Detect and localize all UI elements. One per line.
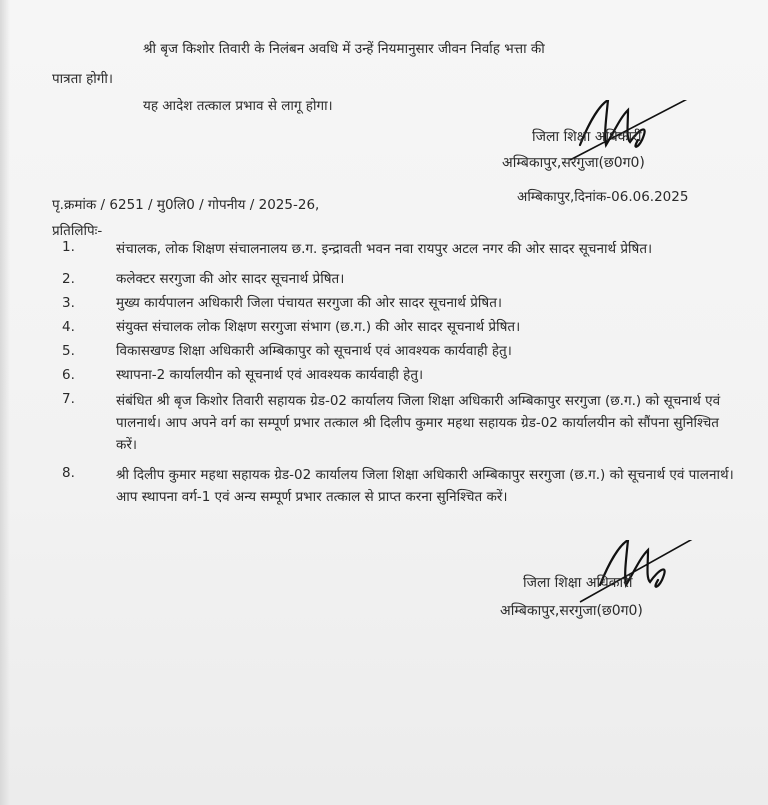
page-shadow bbox=[0, 0, 10, 805]
list-item-text: श्री दिलीप कुमार महथा सहायक ग्रेड-02 कार्यालय जिला शिक्षा अधिकारी अम्बिकापुर सरगुजा (छ.ग.) को सूचनार्थ एवं पालनार्थ। आप स्थापना वर्ग-1 एवं अन्य सम्पूर्ण प्रभार तत्काल से प्राप्त करना सुनिश्चित करें। bbox=[116, 467, 734, 505]
reference-number: पृ.क्रमांक / 6251 / मु0लि0 / गोपनीय / 2025-26, bbox=[52, 197, 320, 213]
list-item-text: कलेक्टर सरगुजा की ओर सादर सूचनार्थ प्रेषित। bbox=[116, 271, 345, 287]
body-paragraph-line1: श्री बृज किशोर तिवारी के निलंबन अवधि में उन्हें नियमानुसार जीवन निर्वाह भत्ता की bbox=[143, 41, 545, 57]
list-item bbox=[62, 270, 742, 288]
signatory-title-1: जिला शिक्षा अधिकारी bbox=[532, 129, 642, 145]
list-item bbox=[62, 318, 742, 336]
list-item-number: 3. bbox=[62, 295, 75, 311]
list-item bbox=[62, 390, 742, 456]
list-item-number: 5. bbox=[62, 343, 75, 359]
list-item-text: संबंधित श्री बृज किशोर तिवारी सहायक ग्रेड-02 कार्यालय जिला शिक्षा अधिकारी अम्बिकापुर सरगुजा (छ.ग.) को सूचनार्थ एवं पालनार्थ। आप अपने वर्ग का सम्पूर्ण प्रभार तत्काल श्री दिलीप कुमार महथा सहायक ग्रेड-02 कार्यालयीन को सौंपना सुनिश्चित करें। bbox=[116, 393, 721, 453]
list-item-number: 6. bbox=[62, 367, 75, 383]
list-item-text: संचालक, लोक शिक्षण संचालनालय छ.ग. इन्द्रावती भवन नवा रायपुर अटल नगर की ओर सादर सूचनार्थ प्रेषित। bbox=[116, 241, 653, 257]
list-item-number: 1. bbox=[62, 239, 75, 255]
list-item-number: 4. bbox=[62, 319, 75, 335]
effect-statement: यह आदेश तत्काल प्रभाव से लागू होगा। bbox=[143, 98, 333, 114]
list-item-number: 2. bbox=[62, 271, 75, 287]
copy-to-label: प्रतिलिपिः- bbox=[52, 223, 103, 239]
list-item-number: 8. bbox=[62, 465, 75, 481]
list-item-number: 7. bbox=[62, 391, 75, 407]
list-item-text: संयुक्त संचालक लोक शिक्षण सरगुजा संभाग (छ.ग.) की ओर सादर सूचनार्थ प्रेषित। bbox=[116, 319, 521, 335]
list-item bbox=[62, 342, 742, 360]
list-item-text: विकासखण्ड शिक्षा अधिकारी अम्बिकापुर को सूचनार्थ एवं आवश्यक कार्यवाही हेतु। bbox=[116, 343, 512, 359]
copy-list bbox=[62, 238, 742, 508]
signatory-office-2: अम्बिकापुर,सरगुजा(छ0ग0) bbox=[500, 603, 643, 619]
list-item bbox=[62, 238, 742, 260]
signatory-title-2: जिला शिक्षा अधिकारी bbox=[523, 575, 633, 591]
list-item-text: मुख्य कार्यपालन अधिकारी जिला पंचायत सरगुजा की ओर सादर सूचनार्थ प्रेषित। bbox=[116, 295, 503, 311]
signatory-office-1: अम्बिकापुर,सरगुजा(छ0ग0) bbox=[502, 155, 645, 171]
list-item bbox=[62, 366, 742, 384]
list-item bbox=[62, 464, 742, 508]
list-item-text: स्थापना-2 कार्यालयीन को सूचनार्थ एवं आवश्यक कार्यवाही हेतु। bbox=[116, 367, 424, 383]
body-paragraph-line2: पात्रता होगी। bbox=[52, 71, 113, 87]
issue-date: अम्बिकापुर,दिनांक-06.06.2025 bbox=[517, 189, 689, 205]
list-item bbox=[62, 294, 742, 312]
